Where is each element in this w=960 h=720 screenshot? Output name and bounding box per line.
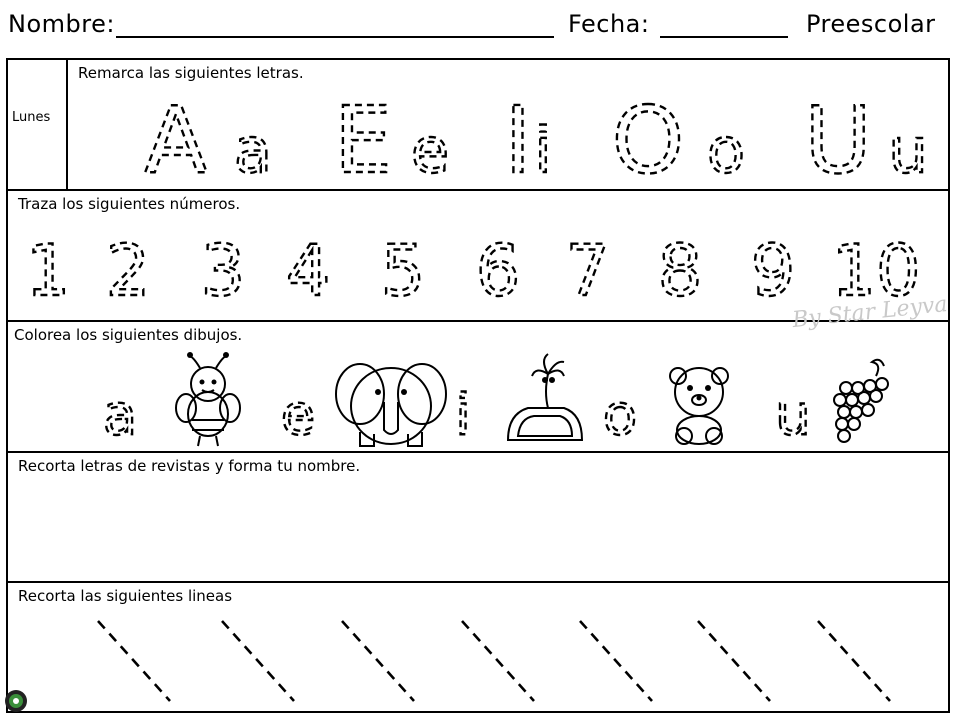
trace-letter-upper-u: U — [804, 87, 872, 194]
trace-number-4: 4 — [285, 230, 331, 312]
grade-level: Preescolar — [806, 10, 936, 38]
cut-name-section — [8, 453, 948, 583]
trace-letter-lower-i: i — [534, 114, 552, 187]
color-letter-u: u — [775, 383, 811, 448]
numbers-trace-section — [8, 191, 948, 322]
cut-line — [342, 621, 414, 701]
color-letter-o: o — [602, 383, 638, 448]
coloring-area — [8, 322, 948, 451]
trace-number-1: 1 — [25, 230, 71, 312]
numbers-trace-area — [8, 191, 948, 320]
day-label: Lunes — [12, 110, 51, 125]
cut-lines-instruction: Recorta las siguientes lineas — [18, 587, 233, 605]
elephant-icon — [336, 364, 446, 446]
worksheet-frame — [6, 58, 950, 713]
trace-number-7: 7 — [565, 230, 611, 312]
name-field[interactable] — [116, 36, 554, 38]
color-letter-a: a — [102, 383, 138, 448]
vowels-trace-section — [8, 60, 948, 194]
cut-line — [98, 621, 170, 701]
trace-letter-lower-u: u — [888, 114, 928, 187]
cut-lines-section — [8, 583, 948, 711]
coloring-instruction: Colorea los siguientes dibujos. — [14, 326, 243, 344]
trace-letter-upper-e: E — [333, 87, 393, 194]
bear-icon — [670, 368, 728, 444]
cut-line — [818, 621, 890, 701]
trace-letter-lower-a: a — [234, 114, 272, 187]
watermark: By Star Leyva — [791, 291, 949, 334]
color-letter-e: e — [280, 383, 316, 448]
grapes-icon — [834, 360, 888, 442]
trace-number-5: 5 — [380, 230, 426, 312]
island-icon — [508, 354, 582, 440]
logo-icon — [4, 689, 28, 713]
trace-number-10: 10 — [831, 230, 921, 312]
coloring-section — [8, 322, 948, 453]
date-field[interactable] — [660, 36, 788, 38]
cut-lines-area — [8, 583, 948, 709]
vowels-instruction: Remarca las siguientes letras. — [78, 64, 304, 82]
cut-line — [580, 621, 652, 701]
worksheet-header — [8, 6, 956, 46]
cut-line — [222, 621, 294, 701]
name-label: Nombre: — [8, 10, 115, 38]
trace-number-6: 6 — [475, 230, 521, 312]
cut-name-instruction: Recorta letras de revistas y forma tu nombre. — [18, 457, 361, 475]
trace-letter-upper-a: A — [144, 87, 208, 194]
trace-number-9: 9 — [750, 230, 796, 312]
bee-icon — [176, 352, 240, 446]
numbers-instruction: Traza los siguientes números. — [18, 195, 241, 213]
trace-letter-upper-i: I — [504, 87, 532, 194]
color-letter-i: i — [455, 383, 471, 448]
trace-number-2: 2 — [105, 230, 151, 312]
vowels-trace-area — [8, 60, 948, 194]
trace-letter-upper-o: O — [611, 87, 685, 194]
trace-letter-lower-o: o — [707, 114, 745, 187]
trace-number-8: 8 — [657, 230, 703, 312]
trace-number-3: 3 — [200, 230, 246, 312]
trace-letter-lower-e: e — [410, 114, 450, 187]
date-label: Fecha: — [568, 10, 650, 38]
cut-line — [698, 621, 770, 701]
cut-line — [462, 621, 534, 701]
